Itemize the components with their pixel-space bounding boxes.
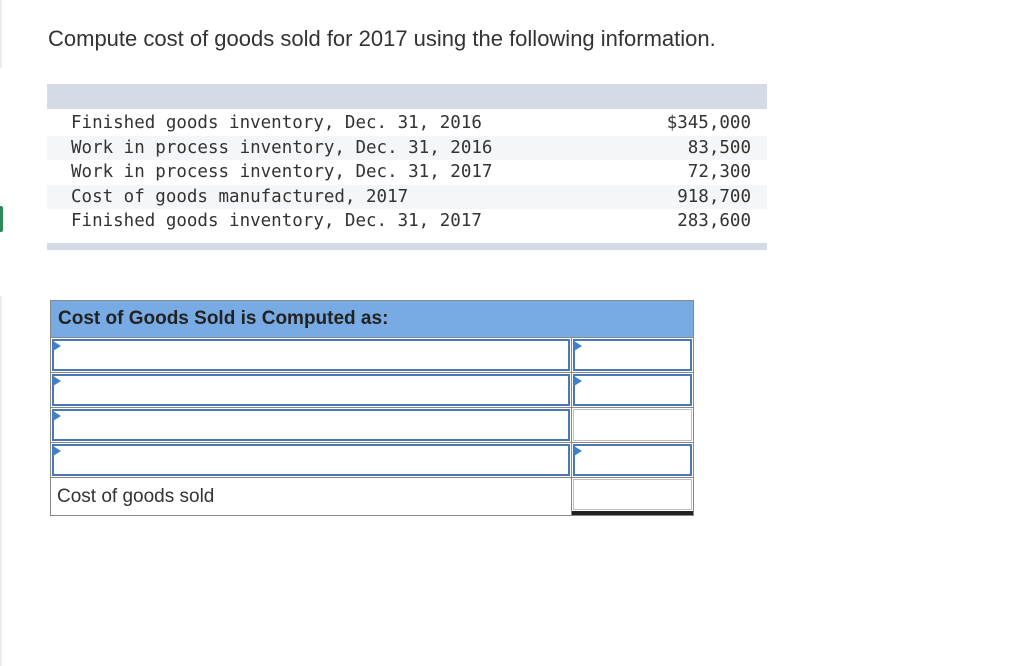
left-edge-line-top	[0, 0, 2, 68]
account-dropdown[interactable]	[52, 339, 570, 371]
amount-input[interactable]	[573, 444, 692, 476]
amount-input[interactable]	[573, 409, 692, 441]
info-table-footer-bar	[47, 243, 767, 250]
info-row-label: Work in process inventory, Dec. 31, 2017	[71, 162, 493, 183]
account-dropdown[interactable]	[52, 444, 570, 476]
info-row-amount: 283,600	[677, 211, 751, 232]
info-row-amount: 83,500	[635, 136, 767, 161]
question-prompt: Compute cost of goods sold for 2017 using the following information.	[48, 26, 716, 51]
answer-table-header: Cost of Goods Sold is Computed as:	[51, 301, 694, 338]
amount-input[interactable]	[573, 339, 692, 371]
info-row	[47, 136, 767, 161]
info-row	[47, 111, 767, 136]
dropdown-arrow-icon[interactable]	[53, 341, 61, 351]
info-row	[47, 209, 767, 234]
info-row-amount: 918,700	[635, 185, 767, 210]
answer-label-cell	[51, 338, 572, 373]
total-amount-cell	[572, 478, 694, 516]
left-edge-line-bottom	[0, 296, 2, 666]
dropdown-arrow-icon[interactable]	[53, 376, 61, 386]
answer-amount-cell	[572, 373, 694, 408]
info-row-amount: $345,000	[666, 113, 751, 133]
answer-amount-cell	[572, 408, 694, 443]
answer-amount-cell	[572, 443, 694, 478]
dropdown-arrow-icon[interactable]	[53, 411, 61, 421]
answer-label-cell	[51, 443, 572, 478]
total-row	[51, 478, 694, 516]
given-information-table	[47, 84, 767, 250]
answer-amount-cell	[572, 338, 694, 373]
info-row	[47, 185, 767, 210]
dropdown-arrow-icon[interactable]	[574, 341, 582, 351]
amount-input[interactable]	[573, 374, 692, 406]
left-edge-marker	[0, 206, 3, 232]
info-row-label: Cost of goods manufactured, 2017	[47, 185, 635, 210]
answer-label-cell	[51, 373, 572, 408]
dropdown-arrow-icon[interactable]	[574, 376, 582, 386]
total-amount-input[interactable]	[573, 479, 692, 510]
info-table-header-bar	[47, 84, 767, 109]
info-row-amount: 72,300	[687, 162, 751, 183]
account-dropdown[interactable]	[52, 409, 570, 441]
info-row-label: Finished goods inventory, Dec. 31, 2016	[71, 113, 482, 133]
answer-row	[51, 408, 694, 443]
cogs-answer-table	[50, 300, 694, 516]
info-row-label: Work in process inventory, Dec. 31, 2016	[47, 136, 635, 161]
answer-label-cell	[51, 408, 572, 443]
answer-row	[51, 373, 694, 408]
info-row	[47, 160, 767, 185]
total-label: Cost of goods sold	[51, 478, 572, 516]
answer-row	[51, 443, 694, 478]
dropdown-arrow-icon[interactable]	[574, 446, 582, 456]
account-dropdown[interactable]	[52, 374, 570, 406]
dropdown-arrow-icon[interactable]	[53, 446, 61, 456]
answer-row	[51, 338, 694, 373]
info-row-label: Finished goods inventory, Dec. 31, 2017	[71, 211, 482, 232]
double-underline	[572, 511, 693, 515]
